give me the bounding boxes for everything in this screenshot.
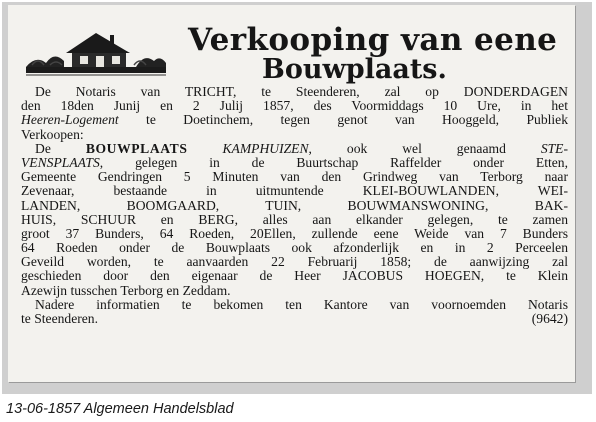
text-line: den 18den Junij en 2 Julij 1857, des Voormiddags 10 Ure, in het [21, 98, 568, 114]
text-line: VENSPLAATS, gelegen in de Buurtschap Raffelder onder Etten, [21, 154, 568, 170]
advertisement-number: (9642) [531, 311, 568, 326]
notice-title: Verkooping van eene [188, 22, 558, 58]
text-line: Azewijn tusschen Terborg en Zeddam. [21, 282, 231, 298]
text-line: HUIS, SCHUUR en BERG, alles aan elkander gelegen, te zamen [21, 211, 568, 227]
newspaper-clipping [8, 5, 575, 382]
notice-header [16, 19, 571, 85]
text-line: Zevenaar, bestaande in uitmuntende KLEI-BOUWLANDEN, WEI- [21, 183, 568, 199]
text-line: De BOUWPLAATS KAMPHUIZEN, ook wel genaamd STE- [35, 140, 569, 156]
text-line: Nadere informatien te bekomen ten Kantore van voornoemden Notaris [35, 296, 568, 312]
text-line: Gemeente Gendringen 5 Minuten van den Grindweg van Terborg naar [21, 169, 568, 185]
text-line: te Steenderen. (9642) [21, 311, 568, 326]
text-line: Verkoopen: [21, 126, 84, 142]
source-caption: 13-06-1857 Algemeen Handelsblad [6, 401, 234, 417]
text-line: geschieden door den eigenaar de Heer JACOBUS HOEGEN, te Klein [21, 268, 568, 284]
notice-subtitle: Bouwplaats. [262, 54, 447, 85]
clipping-frame [2, 2, 592, 394]
notice-body [21, 85, 568, 326]
text-line: Geveild worden, te aanvaarden 22 Februarij 1858; de aanwijzing zal [21, 254, 568, 270]
farmhouse-woodcut-icon [26, 27, 166, 77]
text-line: LANDEN, BOOMGAARD, TUIN, BOUWMANSWONING, BAK- [21, 197, 568, 213]
text-line: De Notaris van TRICHT, te Steenderen, zal op DONDERDAGEN [35, 84, 568, 99]
text-line: Heeren-Logement te Doetinchem, tegen genot van Hooggeld, Publiek [21, 112, 568, 128]
text-line: groot 37 Bunders, 64 Roeden, 20Ellen, zullende eene Weide van 7 Bunders [21, 225, 568, 241]
text-line: 64 Roeden onder de Bouwplaats ook afzonderlijk en in 2 Perceelen [21, 240, 568, 256]
